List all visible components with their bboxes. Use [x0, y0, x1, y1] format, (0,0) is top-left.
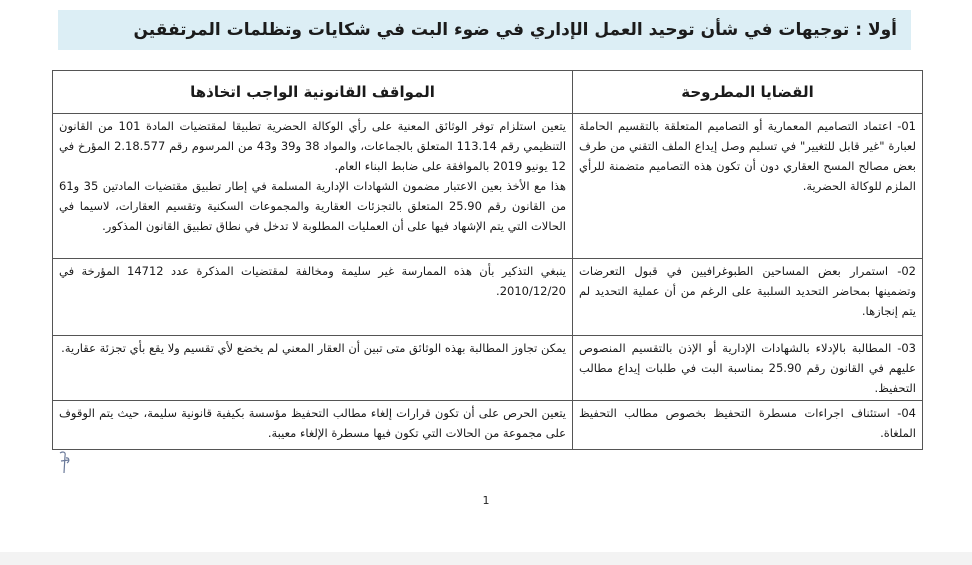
position-text: يمكن تجاوز المطالبة بهذه الوثائق متى تبين أن العقار المعني لم يخضع لأي تقسيم ولا يقع بأي تجزئة عقارية. — [61, 341, 566, 355]
table-row — [53, 401, 923, 450]
issues-table — [52, 70, 923, 450]
table-row — [53, 259, 923, 336]
position-cell-04 — [53, 401, 573, 450]
section-title: أولا : توجيهات في شأن توحيد العمل الإداري في ضوء البت في شكايات وتظلمات المرتفقين — [133, 20, 897, 40]
table-row — [53, 336, 923, 401]
table-header-row — [53, 71, 923, 114]
position-text: هذا مع الأخذ بعين الاعتبار مضمون الشهادات الإدارية المسلمة في إطار تطبيق مقتضيات المادتين 35 و61 من القانون رقم 25.90 المتعلق بالتجزئات العقارية والمجموعات السكنية وتقسيم العقارات، لاسيما في الحالات التي يتم الإشهاد فيها على أن العمليات المطلوبة لا تدخل في نطاق تطبيق القانون المذكور. — [59, 179, 566, 233]
issue-cell-01 — [573, 114, 923, 259]
position-text: ينبغي التذكير بأن هذه الممارسة غير سليمة ومخالفة لمقتضيات المذكرة عدد 14712 المؤرخة في 2010/12/20. — [59, 264, 566, 298]
header-issues: القضايا المطروحة — [573, 71, 923, 114]
issue-text: 01- اعتماد التصاميم المعمارية أو التصاميم المتعلقة بالتقسيم الحاملة لعبارة "غير قابل للتغيير" في تسليم وصل إيداع الملف التقني من طرف بعض مصالح المسح العقاري دون أن تكون هذه التصاميم متضمنة للرأي الملزم للوكالة الحضرية. — [579, 119, 916, 193]
position-text: يتعين الحرص على أن تكون قرارات إلغاء مطالب التحفيظ مؤسسة بكيفية قانونية سليمة، حيث يتم الوقوف على مجموعة من الحالات التي تكون فيها مسطرة الإلغاء معيبة. — [59, 406, 566, 440]
issue-text: 02- استمرار بعض المساحين الطبوغرافيين في قبول التعرضات وتضمينها بمحاضر التحديد السلبية على الرغم من أن عملية التحديد لم يتم إنجازها. — [579, 264, 916, 318]
issue-text: 04- استئناف اجراءات مسطرة التحفيظ بخصوص مطالب التحفيظ الملغاة. — [579, 406, 916, 440]
position-text: يتعين استلزام توفر الوثائق المعنية على رأي الوكالة الحضرية تطبيقا لمقتضيات المادة 101 من القانون التنظيمي رقم 113.14 المتعلق بالجماعات، والمواد 38 و39 و43 من المرسوم رقم 2.18.577 المؤرخ في 12 يونيو 2019 بالموافقة على ضابط البناء العام. — [59, 119, 567, 173]
issue-cell-03 — [573, 336, 923, 401]
section-title-bar — [58, 10, 911, 50]
issue-cell-04 — [573, 401, 923, 450]
signature-mark — [57, 449, 73, 475]
issue-text: 03- المطالبة بالإدلاء بالشهادات الإدارية أو الإذن بالتقسيم المنصوص عليهم في القانون رقم 25.90 بمناسبة البت في طلبات إيداع مطالب التحفيظ. — [579, 341, 916, 395]
position-cell-03 — [53, 336, 573, 401]
page-bottom-edge — [0, 552, 972, 565]
header-positions: المواقف القانونية الواجب اتخاذها — [53, 71, 573, 114]
position-cell-02 — [53, 259, 573, 336]
position-cell-01 — [53, 114, 573, 259]
table-row — [53, 114, 923, 259]
page-number: 1 — [482, 494, 490, 507]
issue-cell-02 — [573, 259, 923, 336]
